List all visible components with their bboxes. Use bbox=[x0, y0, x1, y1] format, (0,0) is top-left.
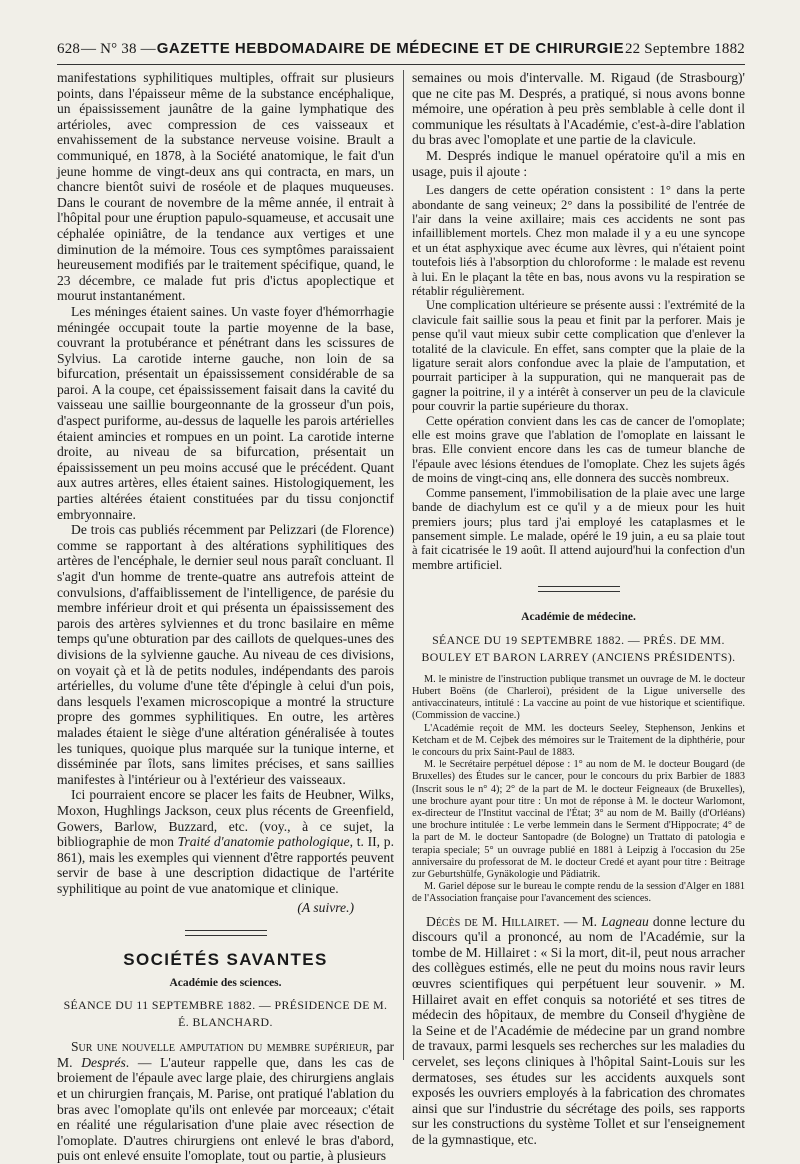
session-heading: SÉANCE DU 11 SEPTEMBRE 1882. — PRÉSIDENCE DE M. É. BLANCHARD. bbox=[63, 998, 388, 1030]
paragraph: Décès de M. Hillairet. — M. Lagneau donne lecture du discours qu'il a prononcé, au nom de l'Académie, sur la tombe de M. Hillairet : « Si la mort, dit-il, peut nous arracher des collègues estimés, elle ne peut du moins nous ravir leurs œuvres scientifiques qui perpétuent leur souvenir. » M. Hillairet avait en effet conquis sa notoriété et ses titres de médecin des hôpitaux, de membre du Conseil d'hygiène de la Seine et de l'Académie de médecine par un grand nombre de travaux, parmi lesquels ses recherches sur les maladies du cervelet, ses leçons cliniques à l'hôpital Saint-Louis sur les dermatoses, ses études sur les accidents auxquels sont exposés les ouvriers employés à la fabrication des chromates ainsi que sur l'industrie du sécrétage des poils, ses rapports sur les constructions du système Tollet et sur l'enseignement de la gymnastique, etc. bbox=[412, 913, 745, 1147]
paragraph: M. Després indique le manuel opératoire qu'il a mis en usage, puis il ajoute : bbox=[412, 147, 745, 179]
page-number: 628 bbox=[57, 41, 81, 57]
section-title: SOCIÉTÉS SAVANTES bbox=[123, 950, 328, 970]
issue-number: — N° 38 — bbox=[80, 41, 156, 57]
speaker-name: Lagneau bbox=[601, 913, 649, 929]
page-header bbox=[57, 40, 745, 60]
correspondence bbox=[412, 674, 745, 906]
note: M. Gariel dépose sur le bureau le compte rendu de la session d'Alger en 1881 de l'Association française pour l'avancement des sciences. bbox=[412, 881, 745, 905]
note: L'Académie reçoit de MM. les docteurs Seeley, Stephenson, Jenkins et Ketcham et de M. Cejbek des mémoires sur le Traitement de la diphthérie, pour le concours du prix Saint-Paul de 1883. bbox=[412, 722, 745, 758]
session-heading: SÉANCE DU 19 SEPTEMBRE 1882. — PRÉS. DE MM. BOULEY ET BARON LARREY (ANCIENS PRÉSIDENTS). bbox=[421, 632, 736, 664]
header-rule bbox=[57, 64, 745, 65]
academy-heading: Académie des sciences. bbox=[169, 976, 282, 989]
right-column bbox=[412, 70, 745, 1147]
section-rule bbox=[538, 586, 620, 592]
section-rule bbox=[185, 930, 267, 936]
issue-date: 22 Septembre 1882 bbox=[624, 41, 745, 57]
author-name: Després bbox=[81, 1054, 126, 1070]
note: M. le ministre de l'instruction publique transmet un ouvrage de M. le docteur Hubert Boëns (de Charleroi), président de la Ligue universelle des antivaccinateurs, intitulé : La vaccine au point de vue historique et scientifique. (Commission de vaccine.) bbox=[412, 673, 745, 722]
paragraph: Sur une nouvelle amputation du membre supérieur, par M. Després. — L'auteur rappelle que, dans les cas de broiement de l'épaule avec large plaie, des chirurgiens anglais et un chirurgien français, M. Parise, ont pratiqué l'ablation du bras avec l'omoplate qu'ils ont enlevée par morceaux; c'était en réalité une régularisation d'une plaie avec résection de l'omoplate. D'autres chirurgiens ont enlevé le bras d'abord, puis ont enlevé ensuite l'omoplate, tout ou partie, à plusieurs bbox=[57, 1039, 395, 1164]
academy-heading: Académie de médecine. bbox=[521, 611, 636, 624]
book-title: Traité d'anatomie pathologique bbox=[177, 834, 350, 850]
paragraph: manifestations syphilitiques multiples, offrait sur plusieurs points, dans l'épaisseur même de la substance encéphalique, un épaississement jaunâtre de la gaine lymphatique des artérioles, avec compression de ces vaisseaux et envahissement de la substance nerveuse voisine. Brault a communiqué, en 1878, à la Société anatomique, le fait d'un jeune homme de vingt-deux ans qui contracta, en mars, un chancre bientôt suivi de roséole et de plaques muqueuses. Dans le courant de novembre de la même année, il entrait à l'hôpital pour une éruption papulo-squameuse, et accusait une céphalée opiniâtre, de la tendance aux vertiges et une diminution de la mémoire. Tous ces symptômes paraissaient heureusement modifiés par le traitement spécifique, quand, le 23 décembre, ce malade fut pris d'ictus apoplectique et mourut instantanément. bbox=[57, 70, 394, 304]
to-be-continued: (A suivre.) bbox=[297, 900, 354, 916]
note: M. le Secrétaire perpétuel dépose : 1° au nom de M. le docteur Bougard (de Bruxelles) des Études sur le cancer, pour le concours du prix Barbier de 1883 (Inscrit sous le n° 4); 2° de la part de M. le docteur Feigneaux (de Bruxelles), une brochure ayant pour titre : Un mot de réponse à M. le docteur Warlomont, ex-directeur de l'Institut vaccinal de l'État; 3° au nom de M. Bailly (d'Orléans) une brochure intitulée : Le verbe lemmein dans le Serment d'Hippocrate; 4° de la part de M. le docteur Santopadre (de Bologne) un Trattato di patologia e terapia speciale; 5° un ouvrage publié en 1881 à Leipzig à l'occasion du 25e anniversaire du professorat de M. le docteur Credé et ayant pour titre : Beitrage zur Geburtshülfe, Gynäkologie und Pädiatrik. bbox=[412, 759, 745, 880]
paragraph: Ici pourraient encore se placer les faits de Heubner, Wilks, Moxon, Hughlings Jackson, ceux plus récents de Greenfield, Gowers, Barlow, Buzzard, etc. (voy., à ce sujet, la bibliographie de mon Traité d'anatomie pathologique, t. II, p. 861), mais les exemples qui viennent d'être rapportés peuvent servir de base à une description didactique de l'artérite syphilitique au point de vue anatomique et clinique. bbox=[57, 787, 394, 896]
quote-paragraph: Les dangers de cette opération consistent : 1° dans la perte abondante de sang veineux; 2° dans la possibilité de l'entrée de l'air dans la veine axillaire; mais ces accidents ne sont pas infailliblement mortels. Chez mon malade il y a eu une syncope et un état asphyxique avec écume aux lèvres, qui n'étaient point toutefois liés à l'absorption du chloroforme : le malade est revenu à lui. En le plaçant la tête en bas, nous avons vu la respiration se rétablir régulièrement. bbox=[412, 183, 745, 298]
paragraph: Les méninges étaient saines. Un vaste foyer d'hémorrhagie méningée occupait toute la partie moyenne de la base, couvrant la protubérance et pénétrant dans les scissures de Sylvius. La carotide interne gauche, non loin de sa bifurcation, présentait un épaississement considérable de sa paroi. A la coupe, cet épaississement faisait dans la cavité du vaisseau une saillie bourgeonnante de la grosseur d'un pois, d'aspect puriforme, au-dessus de laquelle les parois artérielles étaient amincies et rompues en un point. La carotide interne droite, au niveau de sa bifurcation, présentait un épaississement un peu moins accusé que le précédent. Quant aux autres artères, elles étaient saines. Histologiquement, les parties altérées étaient constituées par du tissu conjonctif embryonnaire. bbox=[57, 303, 394, 522]
left-column bbox=[57, 70, 394, 1164]
quote-paragraph: Une complication ultérieure se présente aussi : l'extrémité de la clavicule fait saillie sous la peau et finit par la perforer. Mais je pense qu'il vaut mieux subir cette complication que d'enlever la totalité de la clavicule. En effet, sans compter que la plaie de la ligature serait alors confondue avec la plaie de l'amputation, et pourrait participer à la suppuration, qui ne manquerait pas de gagner la poitrine, il y a intérêt à conserver un peu de la clavicule pour couvrir la partie supérieure du thorax. bbox=[412, 298, 745, 414]
paragraph: De trois cas publiés récemment par Pelizzari (de Florence) comme se rapportant à des altérations syphilitiques des artères de l'encéphale, le dernier seul nous paraît concluant. Il s'agit d'un homme de trente-quatre ans autrefois atteint de convulsions, d'affaiblissement de l'intelligence, de parésie du membre inférieur droit et qui présenta un épaississement des parois des artères sylviennes et du tronc basilaire en même temps qu'une obturation par des caillots de quelques-unes des divisions de la sylvienne gauche. Au niveau de ces divisions, on voyait çà et là de petits nodules, indépendants des parois artérielles, du volume d'une tête d'épingle à celui d'un pois, dans lesquels l'examen microscopique a montré la structure propre des gommes syphilitiques. En outre, les artères malades étaient le siège d'une altération généralisée à toutes les tuniques, quoique plus marquée sur la tunique interne, et disséminée par îlots, sans limites précises, et sans saillies manifestes à l'intérieur ou à l'extérieur des vaisseaux. bbox=[57, 522, 394, 787]
quotation bbox=[412, 183, 745, 572]
quote-paragraph: Comme pansement, l'immobilisation de la plaie avec une large bande de diachylum est ce qu'il y a de mieux pour les huit premiers jours; plus tard j'ai employé les cataplasmes et le pansement simple. Le malade, opéré le 19 juin, a eu sa plaie tout à fait cicatrisée le 19 août. Il attend aujourd'hui la confection d'un membre artificiel. bbox=[412, 485, 745, 572]
paragraph: semaines ou mois d'intervalle. M. Rigaud (de Strasbourg)' que ne cite pas M. Després, a pratiqué, si nous avons bonne mémoire, une opération à peu près semblable à celle dont il communique les résultats à l'Académie, c'est-à-dire l'ablation du bras avec l'omoplate et une partie de la clavicule. bbox=[412, 70, 745, 148]
journal-title: GAZETTE HEBDOMADAIRE DE MÉDECINE ET DE CHIRURGIE bbox=[156, 40, 625, 57]
quote-paragraph: Cette opération convient dans les cas de cancer de l'omoplate; elle est moins grave que l'ablation de l'omoplate en laissant le bras. Elle convient encore dans les cas de tumeur blanche de l'épaule avec lésions étendues de l'omoplate. Chez les sujets âgés de moins de vingt-cinq ans, elle donnera des succès nombreux. bbox=[412, 413, 745, 486]
column-separator bbox=[403, 70, 404, 1060]
